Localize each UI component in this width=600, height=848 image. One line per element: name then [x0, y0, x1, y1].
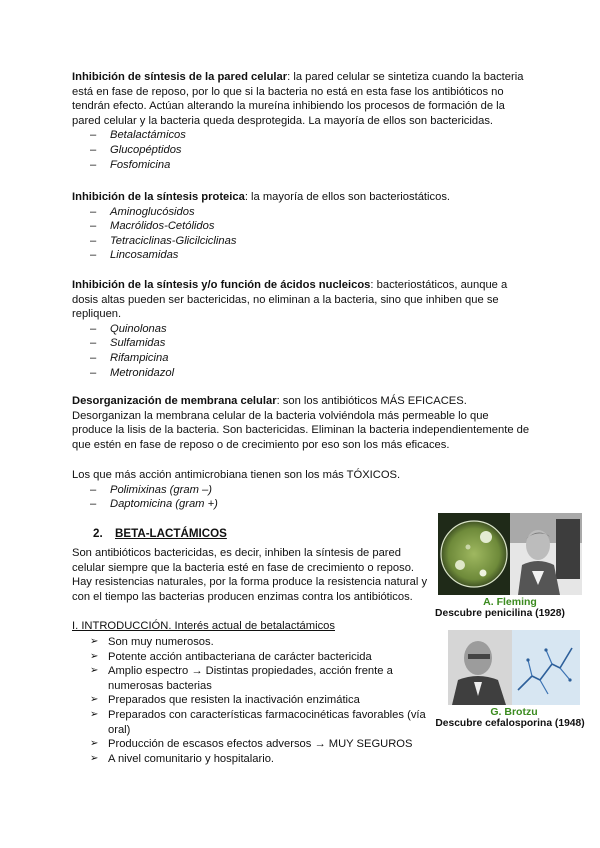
list-item	[72, 664, 432, 693]
section-nucleic-title: Inhibición de la síntesis y/o función de ácidos nucleicos	[72, 279, 371, 291]
section-membrane-title: Desorganización de membrana celular	[72, 395, 277, 407]
arrow-bullet-icon: ➢	[90, 636, 99, 647]
beta-paragraph: Son antibióticos bactericidas, es decir, inhiben la síntesis de pared celular siempre que la bacteria esté en fase de crecimiento o reposo. Hay resistencias naturales, por la forma produce la resistencia natural y con el tiempo las bacterias producen enzimas contra los antibióticos.	[72, 547, 428, 603]
section-protein	[72, 190, 532, 263]
brotzu-name: G. Brotzu	[490, 706, 538, 718]
list-item: – Metronidazol	[72, 366, 532, 381]
intro-subtitle: I. INTRODUCCIÓN. Interés actual de betalactámicos	[72, 620, 335, 632]
list-item	[72, 708, 432, 737]
brotzu-photo	[448, 630, 580, 705]
list-item: – Polimixinas (gram –)	[72, 483, 532, 498]
section-protein-title: Inhibición de la síntesis proteica	[72, 191, 245, 203]
arrow-bullet-icon: ➢	[90, 752, 99, 764]
list-item: – Quinolonas	[72, 322, 532, 337]
list-item: – Daptomicina (gram +)	[72, 497, 532, 512]
section-toxic-text: Los que más acción antimicrobiana tienen son los más TÓXICOS.	[72, 469, 401, 481]
heading-number: 2.	[93, 527, 103, 540]
list-item	[72, 752, 432, 767]
section-membrane-body: : son los antibióticos MÁS EFICACES. Desorganizan la membrana celular de la bacteria volviéndola más permeable lo que produce la lisis de la bacteria. Son bactericidas. Eliminan la bacteria independientemente de que estén en fase de reposo o de crecimiento por eso son los más eficaces.	[72, 395, 530, 451]
fleming-name: A. Fleming	[483, 596, 537, 608]
section-cell-wall-body: : la pared celular se sintetiza cuando la bacteria está en fase de reposo, por lo que si la bacteria no está en esta fase los antibióticos no tendrán efecto. Actúan alterando la mureína inhibiendo los procesos de formación de la pared celular y la bacteria queda desprotegida. La mayoría de ellos son bactericidas.	[72, 71, 524, 127]
list-item: – Aminoglucósidos	[72, 205, 532, 220]
protein-list	[72, 205, 532, 263]
section-membrane-text	[72, 394, 532, 452]
section-nucleic-body: : bacteriostáticos, aunque a dosis altas pueden ser bactericidas, no eliminan a la bacteria, sino que inhiben que se repliquen.	[72, 279, 508, 321]
section-membrane	[72, 394, 532, 452]
arrow-bullet-icon: ➢	[90, 708, 99, 720]
brotzu-caption: Descubre cefalosporina (1948)	[435, 718, 585, 729]
list-item: – Rifampicina	[72, 351, 532, 366]
list-item-text: Amplio espectro → Distintas propiedades, acción frente a numerosas bacterias	[108, 665, 393, 692]
section-protein-text	[72, 190, 532, 205]
section-nucleic-text	[72, 278, 532, 322]
list-item: – Tetraciclinas-Glicilciclinas	[72, 234, 532, 249]
list-item: – Betalactámicos	[72, 128, 532, 143]
cell-wall-list	[72, 128, 532, 172]
fleming-photo	[438, 513, 582, 595]
list-item: – Glucopéptidos	[72, 143, 532, 158]
list-item-text: Preparados con características farmacocinéticas favorables (vía oral)	[108, 708, 426, 736]
list-item-text: Preparados que resisten la inactivación enzimática	[108, 694, 360, 707]
intro-list	[72, 635, 432, 766]
section-protein-body: : la mayoría de ellos son bacteriostáticos.	[244, 191, 451, 203]
section-cell-wall-text	[72, 70, 532, 128]
list-item-text: Producción de escasos efectos adversos → MUY SEGUROS	[108, 738, 413, 751]
section-heading-beta-lactam	[93, 527, 227, 540]
nucleic-list	[72, 322, 532, 380]
list-item-text: Potente acción antibacteriana de carácter bactericida	[108, 650, 372, 663]
list-item-text: A nivel comunitario y hospitalario.	[108, 752, 275, 765]
list-item: – Sulfamidas	[72, 336, 532, 351]
list-item	[72, 693, 432, 708]
list-item: – Lincosamidas	[72, 248, 532, 263]
section-toxic	[72, 468, 532, 512]
section-cell-wall-title: Inhibición de síntesis de la pared celular	[72, 71, 288, 83]
arrow-bullet-icon: ➢	[90, 665, 99, 677]
toxic-list	[72, 483, 532, 512]
list-item: – Fosfomicina	[72, 158, 532, 173]
list-item	[72, 650, 432, 665]
list-item	[72, 737, 432, 752]
list-item: – Macrólidos-Cetólidos	[72, 219, 532, 234]
section-nucleic	[72, 278, 532, 380]
arrow-bullet-icon: ➢	[90, 694, 99, 706]
fleming-caption: Descubre penicilina (1928)	[435, 608, 565, 619]
list-item	[72, 635, 432, 650]
list-item-text: Son muy numerosos.	[108, 636, 214, 648]
section-cell-wall	[72, 70, 532, 172]
arrow-bullet-icon: ➢	[90, 738, 99, 750]
heading-title: BETA-LACTÁMICOS	[115, 527, 227, 540]
arrow-bullet-icon: ➢	[90, 650, 99, 662]
